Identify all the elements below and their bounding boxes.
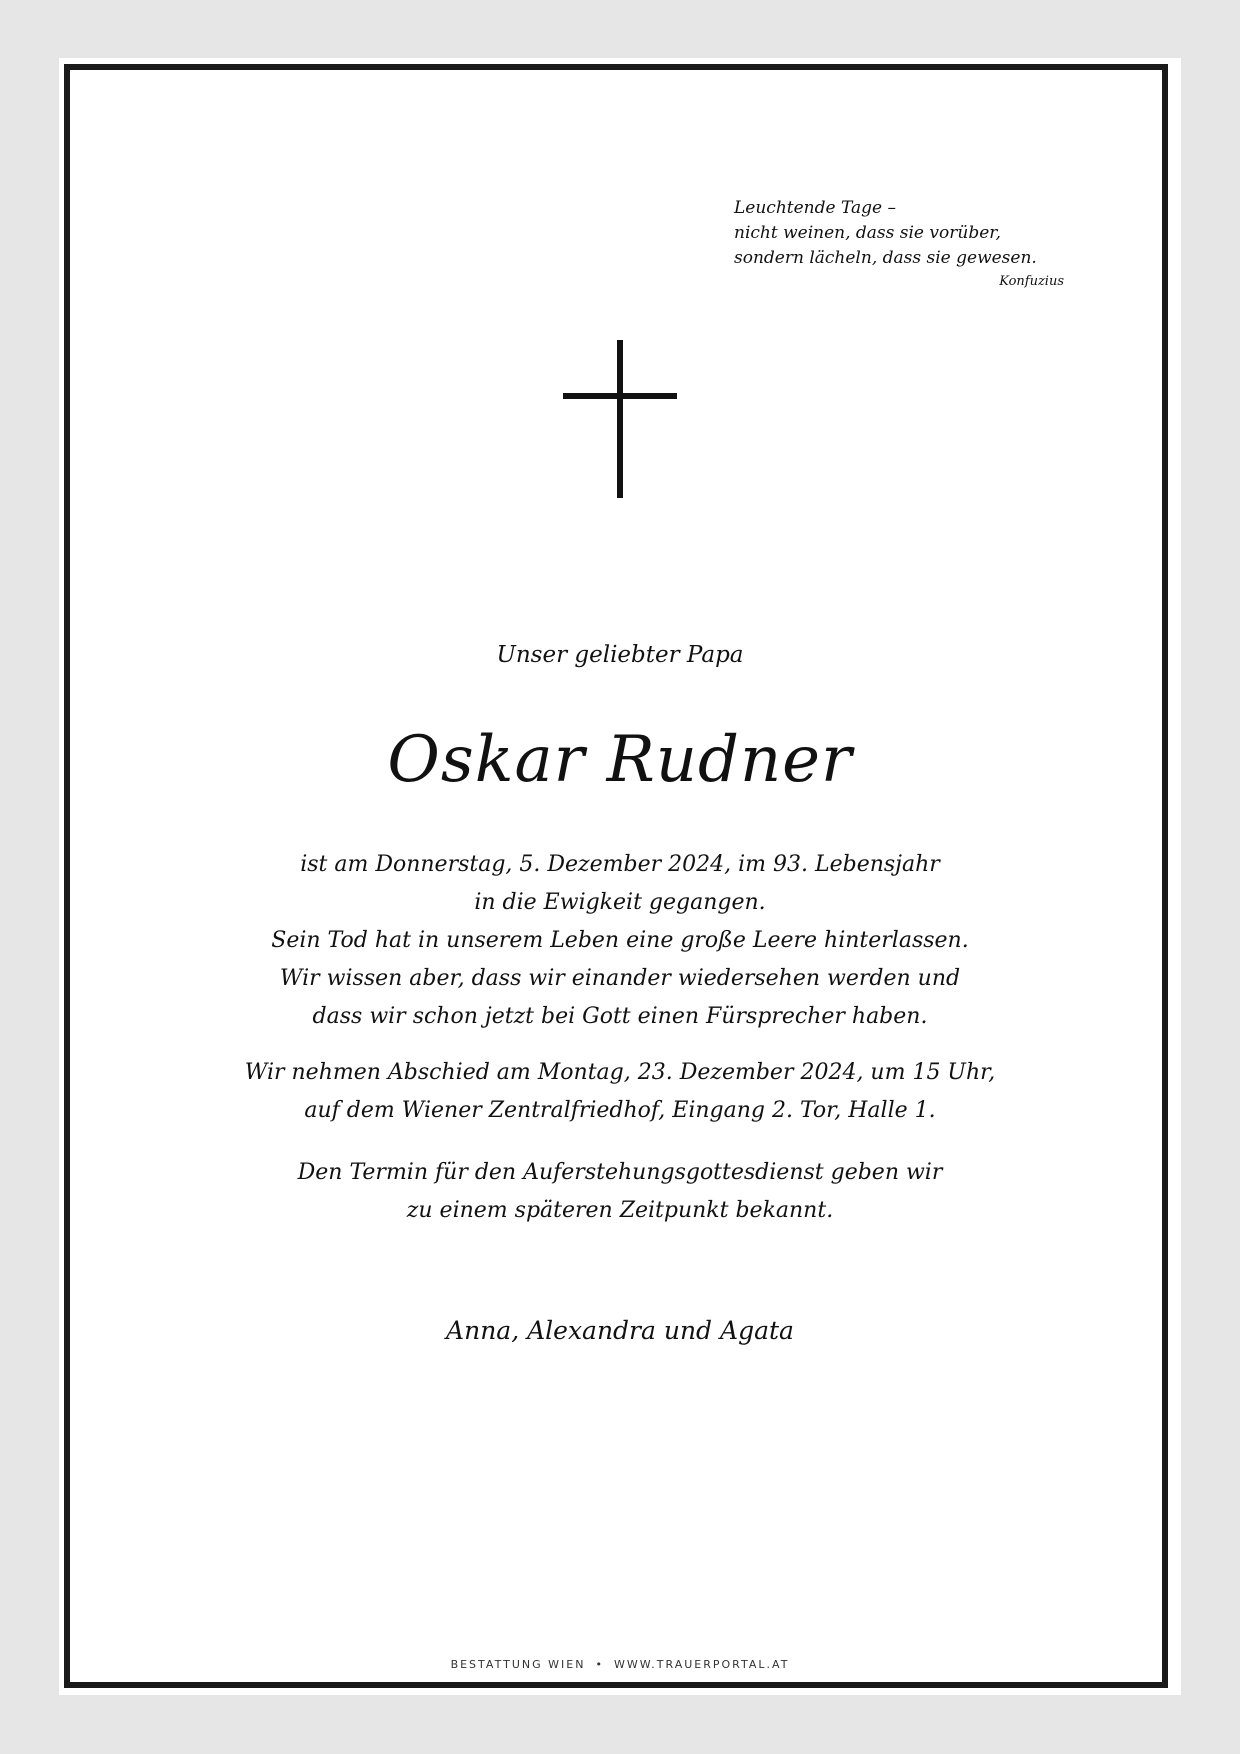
quote-line: nicht weinen, dass sie vorüber,: [734, 223, 1001, 243]
announcement-line: Sein Tod hat in unserem Leben eine große Leere hinterlassen.: [271, 928, 969, 953]
cross-icon: [563, 340, 677, 498]
quote-author: Konfuzius: [999, 274, 1064, 289]
quote-block: [734, 196, 1064, 291]
announcement-line: Wir wissen aber, dass wir einander wiedersehen werden und: [279, 966, 961, 991]
announcement-line: dass wir schon jetzt bei Gott einen Fürsprecher haben.: [312, 1004, 928, 1029]
footer-website: WWW.TRAUERPORTAL.AT: [613, 1658, 790, 1671]
footer: [64, 1658, 1176, 1671]
cross-vertical-bar: [617, 340, 623, 498]
farewell-line: Wir nehmen Abschied am Montag, 23. Dezember 2024, um 15 Uhr,: [244, 1060, 996, 1085]
service-note-line: zu einem späteren Zeitpunkt bekannt.: [406, 1198, 834, 1223]
deceased-name: Oskar Rudner: [387, 723, 853, 797]
service-note-line: Den Termin für den Auferstehungsgottesdienst geben wir: [297, 1160, 943, 1185]
cross-horizontal-bar: [563, 393, 677, 399]
service-note-paragraph: [64, 1154, 1176, 1230]
quote-line: sondern lächeln, dass sie gewesen.: [734, 248, 1037, 268]
announcement-paragraph: [64, 846, 1176, 1036]
footer-company: BESTATTUNG WIEN: [450, 1658, 586, 1671]
farewell-paragraph: [64, 1054, 1176, 1130]
announcement-line: in die Ewigkeit gegangen.: [474, 890, 766, 915]
announcement-line: ist am Donnerstag, 5. Dezember 2024, im 93. Lebensjahr: [300, 852, 940, 877]
footer-separator: •: [595, 1658, 604, 1671]
farewell-line: auf dem Wiener Zentralfriedhof, Eingang 2. Tor, Halle 1.: [304, 1098, 936, 1123]
quote-line: Leuchtende Tage –: [734, 198, 896, 218]
family-signature: Anna, Alexandra und Agata: [446, 1316, 794, 1345]
intro-text: Unser geliebter Papa: [496, 642, 744, 668]
